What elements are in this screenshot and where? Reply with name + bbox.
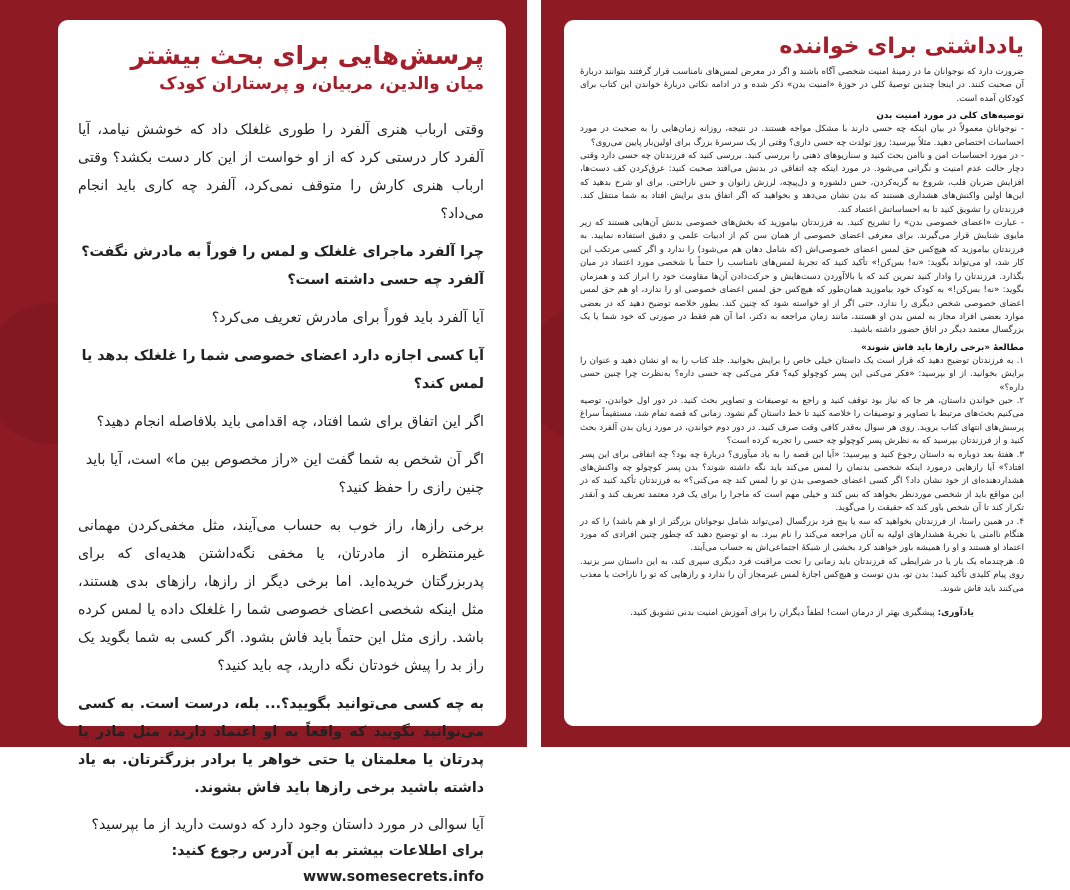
left-paragraph-1: وقتی ارباب هنری آلفرد را طوری غلغلک داد که خوشش نیامد، آیا آلفرد کار درستی کرد که از او خواست از این کار دست بکشد؟ وقتی ارباب هنری کارش را متوقف نمی‌کرد، آلفرد چه کاری باید انجام می‌داد؟ [78, 122, 484, 222]
left-title: پرسش‌هایی برای بحث بیشتر [130, 41, 484, 70]
right-heading-general: توصیه‌های کلی در مورد امنیت بدن [876, 111, 1024, 122]
footer-label: برای اطلاعات بیشتر به این آدرس رجوع کنید: [171, 843, 484, 859]
question-1: چرا آلفرد ماجرای غلغلک و لمس را فوراً به مادرش نگفت؟ آلفرد چه حسی داشته است؟ [81, 244, 484, 288]
footer-url-link[interactable]: www.somesecrets.info [303, 869, 484, 885]
reading-step-4: ۴. در همین راستا، از فرزندتان بخواهید که سه یا پنج فرد بزرگسال (می‌تواند شامل نوجوانان بزرگتر از او هم باشد) را که در هنگام ناامنی یا تجربهٔ هشدارهای اولیه به آنان مراجعه می‌کند را نام ببرد. به او توضیح دهید که چطور چنین افرادی که مورد اعتماد او هستند و او را همیشه باور خواهند کرد بخشی از شبکهٔ اجتماعی‌اش به حساب می‌آیند. [580, 516, 1024, 554]
question-2: آیا آلفرد باید فوراً برای مادرش تعریف می‌کرد؟ [211, 310, 484, 326]
general-tip-3: - عبارت «اعضای خصوصی بدن» را تشریح کنید. به فرزندتان بیاموزید که بخش‌های خصوصی بدنش آن‌هایی هستند که زیر مایوی شنایش قرار می‌گیرند. برای معرفی اعضای خصوصی از همان سن کم از ادبیات علمی و دقیق استفاده نمایید. به فرزندتان بیاموزید که هیچ‌کس حق لمس اعضای خصوصی‌اش (که شامل دهان هم می‌شود) را ندارد و اگر کسی مرتکب این کار شد، او می‌تواند بگوید: «نه! بس‌کن!» تأکید کنید که تجربهٔ لمس‌های نامناسب را حتماً با شخصی مورد اعتماد در میان بگذارد. فرزندتان را وادار کنید تمرین کند که با بالاآوردن دست‌هایش و حرکت‌دادن آن‌ها مقاومت خود را ابراز کند و همزمان بگوید: «نه! بس‌کن!» به کودک خود بیاموزید همان‌طور که هیچ‌کس حق لمس اعضای خصوصی او را ندارد، او هم حق لمس اعضای خصوصی شخص دیگری را ندارد، حتی اگر از او خواسته شود که چنین کند. بطور خلاصه توضیح دهید که در بعضی موارد بعضی افراد مجاز به لمس بدن او هستند، مانند زمان مراجعه به دکتر، اما آن هم فقط در صورتی که خود شما یا یک بزرگسال معتمد دیگر در اتاق حضور داشته باشید. [580, 218, 1024, 336]
right-intro: ضرورت دارد که نوجوانان ما در زمینهٔ امنیت شخصی آگاه باشند و اگر در معرض لمس‌های نامناسب قرار گرفتند بتوانند دربارهٔ آن صحبت کنند. در اینجا چندین توصیهٔ کلی در حوزهٔ «امنیت بدن» ذکر شده و در ادامه نکاتی دربارهٔ خواندن این کتاب برای کودکان آمده است. [580, 67, 1024, 104]
right-title: یادداشتی برای خواننده [779, 34, 1024, 59]
left-page [0, 0, 527, 885]
general-tip-1: - نوجوانان معمولاً در بیان اینکه چه حسی دارند با مشکل مواجه هستند. در نتیجه، روزانه زمان‌هایی را به صحبت در مورد احساسات اختصاص دهید. مثلاً بپرسید: روز تولدت چه حسی داری؟ وقتی از یک سرسرهٔ بزرگ برای اولین‌بار پایین می‌روی؟ [580, 124, 1024, 148]
question-3: آیا کسی اجازه دارد اعضای خصوصی شما را غلغلک بدهد یا لمس کند؟ [81, 348, 484, 392]
reading-step-3: ۳. هفتهٔ بعد دوباره به داستان رجوع کنید و بپرسید: «آیا این قصه را به یاد میآوری؟ دربارهٔ چه بود؟ چه اتفاقی برای این پسر افتاد؟» آیا رازهایی درمورد اینکه شخصی بدنمان را لمس می‌کند باید نگه داشته شوند؟ بدن پسر کوچولو چه واکنش‌های هشداردهنده‌ای از خود نشان داد؟ اگر کسی اعضای خصوصی بدن تو را لمس کند چه می‌کنی؟» به فرزندتان تأکید کنید که در این مواقع باید از شخصی موردنظر بخواهد که بس کند و خیلی مهم است که ماجرا را برای یک فرد معتمد تعریف کند و آنقدر تکرار کند تا آن شخص باور کند که حقیقت را می‌گوید. [580, 449, 1024, 514]
right-card [564, 20, 1042, 726]
left-closing: به چه کسی می‌توانید بگویید؟... بله، درست است. به کسی می‌توانید بگویید که واقعاً به او اعتماد دارید، مثل مادر یا پدرتان یا معلمتان یا حتی خواهر یا برادر بزرگترتان. به یاد داشته باشید برخی رازها باید فاش بشوند. [78, 696, 484, 796]
left-subtitle: میان والدین، مربیان، و پرستاران کودک [159, 74, 484, 94]
left-card [58, 20, 506, 885]
reading-step-1: ۱. به فرزندتان توضیح دهید که قرار است یک داستان خیلی خاص را برایش بخوانید. جلد کتاب را به او نشان دهید و عنوان را برایش بخوانید. از او بپرسید: «فکر می‌کنی این پسر کوچولو کیه؟ فکر می‌کنی چه حسی داره؟ به‌نظرت چرا چنین حسی داره؟» [580, 355, 1024, 393]
right-reminder [580, 606, 1024, 620]
reading-step-5: ۵. هرچندماه یک بار یا در شرایطی که فرزندتان باید زمانی را تحت مراقبت فرد دیگری سپری کند، به این داستان سر بزنید. روی پیام کلیدی تأکید کنید: بدن تو، بدن توست و هیچ‌کس اجازهٔ لمس غیرمجاز آن را ندارد و رازهایی که تو را ناراحت یا معذب می‌کنند باید فاش شوند. [580, 556, 1024, 594]
reminder-label: یادآوری: [937, 608, 974, 619]
right-page [541, 0, 1070, 747]
left-paragraph-2: برخی رازها، راز خوب به حساب می‌آیند، مثل مخفی‌کردن مهمانی غیرمنتظره از مادرتان، یا مخفی نگه‌داشتن هدیه‌ای که برای پدربزرگتان خریده‌اید. اما برخی دیگر از رازها، رازهای بدی هستند، مثل اینکه شخصی اعضای خصوصی شما را غلغلک داده یا لمس کرده باشد. رازی مثل این حتماً باید فاش بشود. اگر کسی به شما بگوید یک راز بد را پیش خودتان نگه دارید، چه باید کنید؟ [78, 518, 484, 674]
right-heading-reading: مطالعهٔ «برخی رازها باید فاش شوند» [861, 342, 1024, 353]
reading-step-2: ۲. حین خواندن داستان، هر جا که نیاز بود توقف کنید و راجع به توصیفات و تصاویر بحث کنید. در دور اول خواندن، توصیه می‌کنیم بحث‌های مرتبط با تصاویر و توصیفات را خلاصه کنید تا خط داستان گم نشود. زمانی که قصه تمام شد، مستقیماً سراغ پرسش‌های انتهای کتاب بروید. روی هر سوال به‌قدر کافی وقت صرف کنید. در دور دوم خواندن، در مورد زبان بدن آلفرد بحث کنید و از فرزندتان بپرسید که به نظرش پسر کوچولو چه حسی را تجربه کرده است؟ [580, 395, 1024, 447]
footer-question: آیا سوالی در مورد داستان وجود دارد که دوست دارید از ما بپرسید؟ [91, 817, 484, 833]
left-footer [78, 812, 484, 890]
reminder-text: پیشگیری بهتر از درمان است! لطفاً دیگران را برای آموزش امنیت بدنی تشویق کنید. [630, 608, 935, 619]
question-5: اگر آن شخص به شما گفت این «راز مخصوص بین ما» است، آیا باید چنین رازی را حفظ کنید؟ [85, 452, 484, 496]
general-tip-2: - در مورد احساسات امن و ناامن بحث کنید و سناریوهای ذهنی را بررسی کنید. بررسی کنید که فرزندتان چه حسی دارد وقتی دچار حالت عدم امنیت و نگرانی می‌شود. در مورد اینکه چه اتفاقی در بدنش می‌افتد صحبت کنید: عرق‌کردن کف دست‌ها، افزایش ضربان قلب، شروع به گریه‌کردن، حس دلشوره و دل‌پیچه، لرزش زانوان و حس ناراحتی. برای او شرح بدهید که این‌ها اولین واکنش‌های هشداری هستند که بدن نشان می‌دهد و بخواهید که اگر اتفاق بدی برایش افتاد به شما منتقل کند. فرزندتان را تشویق کنید تا به احساساتش اعتماد کند. [580, 151, 1024, 215]
question-4: اگر این اتفاق برای شما افتاد، چه اقدامی باید بلافاصله انجام دهید؟ [96, 414, 484, 430]
footer-info [78, 838, 484, 890]
